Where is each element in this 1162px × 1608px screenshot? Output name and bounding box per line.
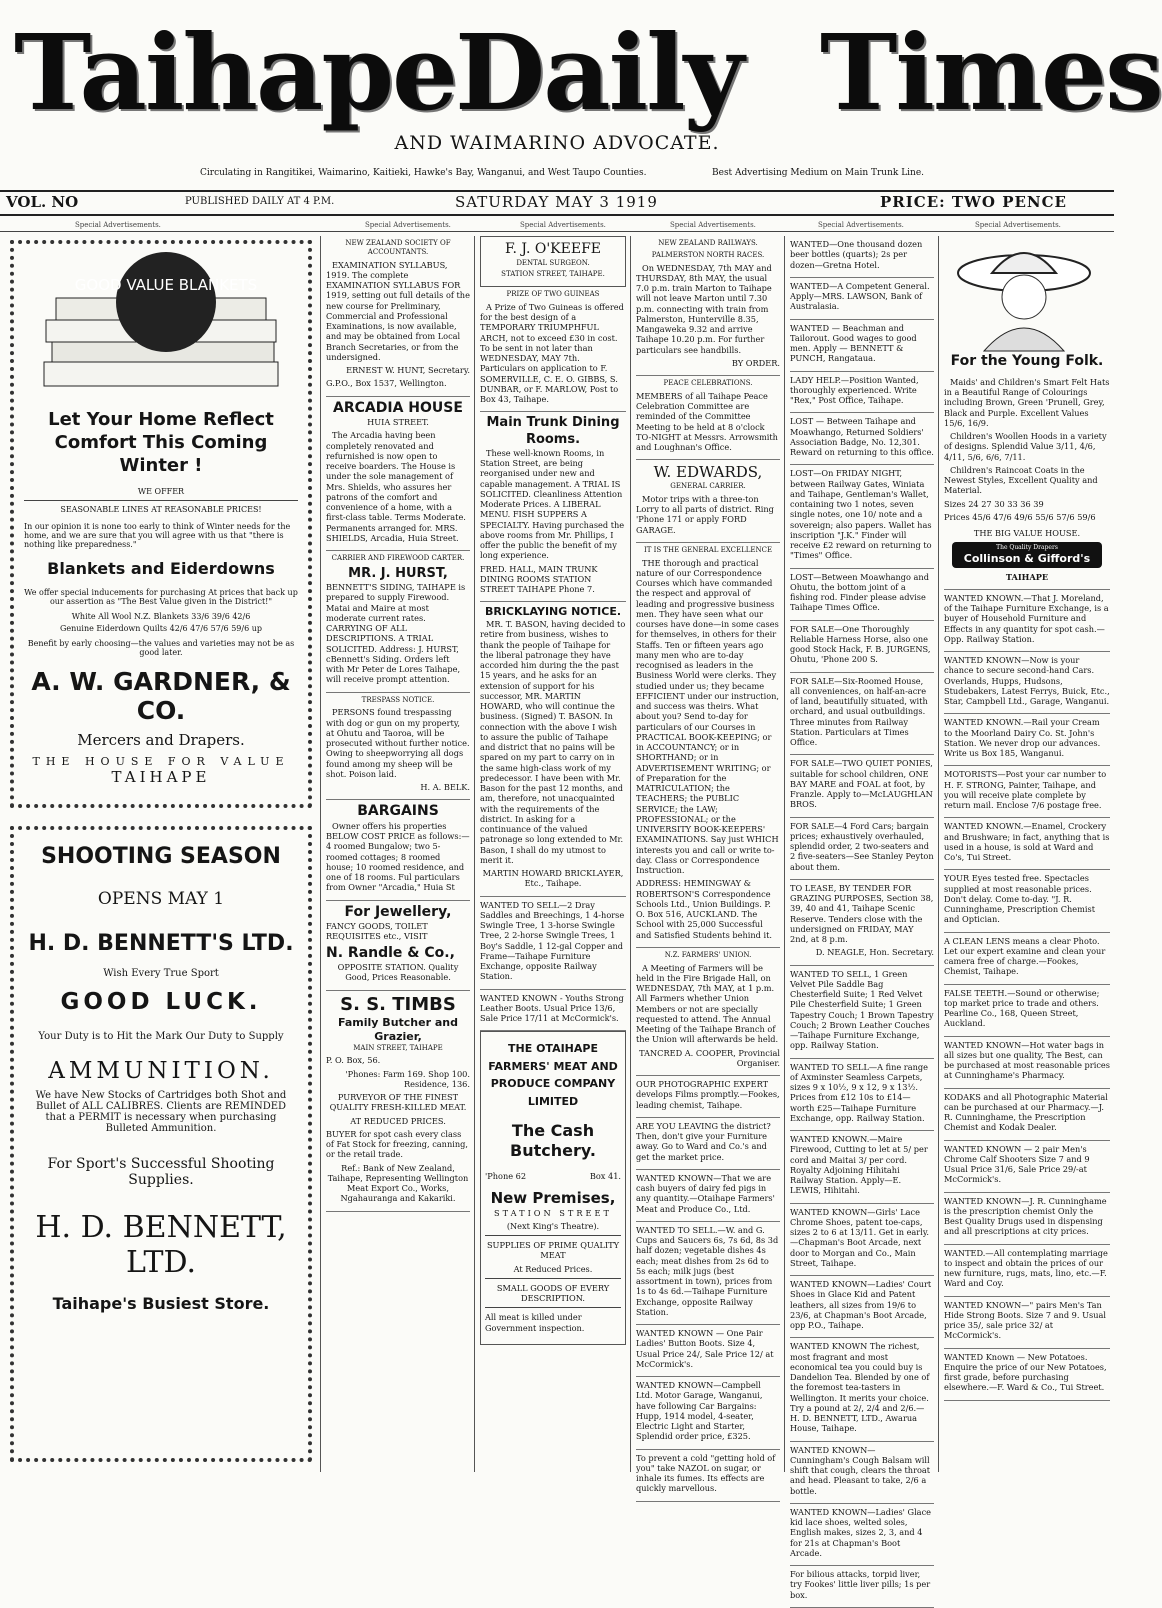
timbs-address: MAIN STREET, TAIHAPE bbox=[353, 1043, 443, 1052]
good-luck: GOOD LUCK. bbox=[60, 989, 262, 1015]
carpets-ad bbox=[790, 1059, 934, 1132]
kodaks-text: KODAKS and all Photographic Material can be purchased at our Pharmacy.—J. R. Cunninghame, the Prescription Chemist and Kodak Dealer. bbox=[944, 1091, 1108, 1133]
motorists-text: MOTORISTS—Post your car number to H. F. STRONG, Painter, Taihape, and you will receive plate complete by return mail. Enclose 7/6 postage free. bbox=[944, 769, 1107, 810]
randle-location: OPPOSITE STATION. Quality Good, Prices Reasonable. bbox=[337, 962, 459, 983]
quality-drapers: The Quality Drapers bbox=[996, 544, 1058, 552]
accountants-signature: ERNEST W. HUNT, Secretary. bbox=[346, 365, 470, 375]
early-choosing: Benefit by early choosing—the values and varieties may not be as good later. bbox=[27, 639, 295, 657]
correspondence-body: THE thorough and practical nature of our Correspondence Courses which have commanded the respect and approval of leading and progressive business men. They have seen what our courses have done—in some cases for themselves, in others for their Staffs. Ten or fifteen years ago many men who are to-day recognised as leaders in the Business World were clerks. They studied under us; they became EFFICIENT under our instruction, and success was theirs. What about you? Send to-day for particulars of our Courses in PRACTICAL BOOK-KEEPING; or in ACCOUNTANCY; or in SHORTHAND; or in ADVERTISEMENT WRITING; or of Preparation for the MATRICULATION; the TEACHERS; the PUBLIC SERVICE; the LAW; PROFESSIONAL; or the UNIVERSITY BOOK-KEEPERS' EXAMINATIONS. Say just WHICH interests you and call or write to-day. Class or Correspondence Instruction. bbox=[636, 557, 780, 875]
carpets-text: WANTED TO SELL—A fine range of Axminster Seamless Carpets, sizes 9 x 10½, 9 x 12, 9 x 13½. Prices from £12 10s to £14—worth £25—Taihape Furniture Exchange, opp. Railway Station. bbox=[790, 1061, 928, 1123]
swingle-trees-ad bbox=[480, 897, 626, 990]
correspondence-address: ADDRESS: HEMINGWAY & ROBERTSON'S Correspondence Schools Ltd., Union Buildings. P. O. Box 516, AUCKLAND. The School with 25,000 Successful and Satisfied Students behind it. bbox=[636, 878, 772, 940]
blankets-illustration bbox=[26, 250, 296, 400]
peace-body: MEMBERS of all Taihape Peace Celebration Committee are reminded of the Committee Meeting to be held at 8 o'clock TO-NIGHT at Messrs. Arrowsmith and Loughnan's Office. bbox=[636, 390, 778, 452]
gardner-blankets-ad bbox=[10, 240, 312, 808]
collinson-gifford-logo bbox=[952, 542, 1102, 567]
bricklaying-signature: MARTIN HOWARD BRICKLAYER, Etc., Taihape. bbox=[482, 868, 624, 889]
lost-badge-text: LOST — Between Taihape and Moawhango, Returned Soldiers' Association Badge, No. 12,301. Reward on returning to this office. bbox=[790, 416, 934, 457]
correspondence-ad bbox=[636, 543, 780, 948]
prescription-ad bbox=[944, 1193, 1110, 1245]
section-rule bbox=[0, 231, 1114, 232]
randle-ad bbox=[326, 901, 470, 991]
bargains-body: Owner offers his properties BELOW COST PRICE as follows:—4 roomed Bungalow; two 5-roomed cottages; 8 roomed house; 10 roomed residence, and one of 18 rooms. Ful particulars from Owner "Arcadia," Huia St bbox=[326, 820, 470, 893]
lady-help-text: LADY HELP.—Position Wanted, thoroughly experienced. Write "Rex," Post Office, Taihape. bbox=[790, 374, 919, 405]
lost-rod-ad bbox=[790, 569, 934, 621]
hot-water-bags-text: WANTED KNOWN—Hot water bags in all sizes but one quality, The Best, can be purchased at most reasonable prices at Cunninghame's Pharmacy. bbox=[944, 1039, 1110, 1081]
cash-butchery-ad bbox=[480, 1031, 626, 1345]
general-wanted-text: WANTED—A Competent General. Apply—MRS. LAWSON, Bank of Australasia. bbox=[790, 280, 930, 312]
volume-label: VOL. NO bbox=[6, 193, 79, 211]
bargains-ad bbox=[326, 800, 470, 900]
dining-rooms-heading: Main Trunk Dining Rooms. bbox=[486, 415, 620, 447]
published-label: PUBLISHED DAILY AT 4 P.M. bbox=[185, 196, 335, 207]
arcadia-body: The Arcadia having been completely renovated and refurnished is now open to receive boarders. The House is under the sole management of Mrs. Shields, who assures her patrons of the comfort and convenience of a home, with a first-class table. Terms Moderate. Permanents arranged for. MRS. SHIELDS, Arcadia, Huia Street. bbox=[326, 430, 466, 543]
chesterfield-ad bbox=[790, 966, 934, 1059]
shooters-text: WANTED KNOWN — 2 pair Men's Chrome Calf Shooters Size 7 and 9 Usual Price 31/6, Sale Price 29/-at McCormick's. bbox=[944, 1143, 1090, 1185]
car-bargains-text: WANTED KNOWN—Campbell Ltd. Motor Garage, Wanganui, have following Car Bargains: Hupp, 1914 model, 4-seater, Electric Light and Starter, Splendid order price, £325. bbox=[636, 1380, 763, 1442]
top-rule bbox=[0, 190, 1114, 192]
info-bar bbox=[0, 193, 1114, 213]
timbs-box: P. O. Box, 56. bbox=[326, 1055, 381, 1066]
prime-meat: SUPPLIES OF PRIME QUALITY MEAT bbox=[486, 1240, 620, 1261]
cash-butchery-heading: The Cash Butchery. bbox=[510, 1120, 596, 1160]
moreland-ad bbox=[944, 590, 1110, 652]
collinson-town: TAIHAPE bbox=[1005, 571, 1049, 582]
timbs-references: Ref.: Bank of New Zealand, Taihape, Representing Wellington Meat Export Co., Works, Ngahauranga and Kakariki. bbox=[327, 1162, 469, 1204]
enamel-text: WANTED KNOWN.—Enamel, Crockery and Brushware; in fact, anything that is used in a house, is sold at Ward and Co's, Tui Street. bbox=[944, 821, 1110, 862]
okeefe-profession: DENTAL SURGEON. bbox=[516, 258, 590, 267]
column-divider bbox=[474, 236, 475, 1472]
button-boots-ad bbox=[636, 1325, 780, 1377]
special-ads-label-2: Special Advertisements. bbox=[365, 221, 451, 229]
issue-date: SATURDAY MAY 3 1919 bbox=[455, 193, 658, 211]
new-premises-heading: New Premises, bbox=[490, 1188, 616, 1207]
okeefe-address: STATION STREET, TAIHAPE. bbox=[501, 270, 605, 279]
arcadia-ad bbox=[326, 397, 470, 552]
dining-rooms-body: These well-known Rooms, in Station Street, are being reorganised under new and capable management. A TRIAL IS SOLICITED. Cleanliness Attention Moderate Prices. A LIBERAL MENU. FISH SUPPERS A SPECIALTY. Having purchased the above rooms from Mr. Phillips, I offer the public the benefit of my long experience. bbox=[480, 447, 625, 561]
column-5 bbox=[790, 236, 934, 1600]
column-2 bbox=[326, 236, 470, 1470]
ponies-ad bbox=[790, 755, 934, 817]
gardner-trade: Mercers and Drapers. bbox=[77, 731, 245, 749]
masthead bbox=[0, 0, 1162, 195]
edwards-ad bbox=[636, 460, 780, 543]
divider bbox=[485, 1235, 621, 1236]
chesterfield-text: WANTED TO SELL, 1 Green Velvet Pile Saddle Bag Chesterfield Suite; 1 Red Velvet Pile Chesterfield Suite; 1 Green Tapestry Couch; 1 Brown Tapestry Couch; 2 Brown Leather Couches—Taihape Furniture Exchange, opp. Railway Station. bbox=[790, 968, 934, 1051]
peace-heading: PEACE CELEBRATIONS. bbox=[663, 379, 753, 387]
blankets-heading: Blankets and Eiderdowns bbox=[47, 559, 275, 578]
info-rule bbox=[0, 214, 1114, 216]
accountants-body: EXAMINATION SYLLABUS, 1919. The complete EXAMINATION SYLLABUS FOR 1919, setting out full details of the new course for Preliminary, Commercial and Professional Examinations, is now available, and may be obtained from Local Branch Secretaries, or from the undersigned. bbox=[326, 259, 470, 362]
girl-hat-illustration bbox=[944, 239, 1104, 351]
column-divider bbox=[784, 236, 785, 1472]
dandelion-tea-text: WANTED KNOWN The richest, most fragrant and most economical tea you could buy is Dandelion Tea. Blended by one of the foremost tea-tasters in Wellington. It merits your choice. Try a pound at 2/, 2/4 and 2/6.—H. D. BENNETT, LTD., Awarua House, Taihape. bbox=[790, 1341, 930, 1434]
young-folk-heading: For the Young Folk. bbox=[950, 353, 1104, 370]
farmers-union-heading: N.Z. FARMERS' UNION. bbox=[664, 950, 752, 959]
bricklaying-heading: BRICKLAYING NOTICE. bbox=[484, 605, 622, 619]
secondhand-cars-ad bbox=[944, 652, 1110, 714]
lost-wallet-ad bbox=[790, 465, 934, 568]
bennett-ltd: H. D. BENNETT, LTD. bbox=[35, 1210, 287, 1280]
swingle-trees-text: WANTED TO SELL—2 Dray Saddles and Breechings, 1 4-horse Swingle Tree, 1 3-horse Swingle Tree, 2 2-horse Swingle Trees, 1 Boy's Saddle, 1 12-gal Copper and Frame—Taihape Furniture Exchange, opposite Railway Station. bbox=[480, 899, 625, 982]
tan-boots-ad bbox=[944, 1297, 1110, 1349]
harness-horse-ad bbox=[790, 621, 934, 673]
girls-shoes-text: WANTED KNOWN—Girls' Lace Chrome Shoes, patent toe-caps, sizes 2 to 6 at 13/11. Get in early.—Chapman's Boot Arcade, next door to Morgan and Co., Main Street, Taihape. bbox=[790, 1206, 929, 1268]
felt-hats-text: Maids' and Children's Smart Felt Hats in a Beautiful Range of Colourings including Brown, Green 'Prunell, Grey, Black and Purple. Excellent Values 15/6, 16/9. bbox=[944, 376, 1110, 428]
gardner-slogan: THE HOUSE FOR VALUE bbox=[32, 755, 290, 768]
trespass-ad bbox=[326, 693, 470, 801]
excellence-heading: IT IS THE GENERAL EXCELLENCE bbox=[643, 545, 773, 554]
trespass-body: PERSONS found trespassing with dog or gun on my property, at Ohutu and Taoroa, will be prosecuted without further notice. Owing to sheepworrying all dogs found among my sheep will be shot. Poison laid. bbox=[326, 707, 470, 779]
butchery-phone bbox=[485, 1171, 621, 1181]
special-ads-label-1: Special Advertisements. bbox=[75, 221, 161, 229]
title-word-times: Times bbox=[820, 11, 1162, 134]
farmers-company-heading: THE OTAIHAPE FARMERS' MEAT AND PRODUCE COMPANY LIMITED bbox=[488, 1042, 618, 1109]
moreland-text: WANTED KNOWN.—That J. Moreland, of the Taihape Furniture Exchange, is a buyer of Household Furniture and Effects in any quantity for spot cash.—Opp. Railway Station. bbox=[944, 592, 1109, 644]
timbs-heading: S. S. TIMBS bbox=[340, 993, 456, 1015]
randle-goods: FANCY GOODS, TOILET REQUISITES etc., VISIT bbox=[326, 921, 428, 942]
nazol-ad bbox=[636, 1450, 780, 1502]
timbs-subheading: Family Butcher and Grazier, bbox=[338, 1016, 458, 1043]
firewood-ad bbox=[790, 1131, 934, 1204]
shooters-ad bbox=[944, 1141, 1110, 1193]
cream-ad bbox=[944, 714, 1110, 766]
crockery-text: WANTED TO SELL.—W. and G. Cups and Saucers 6s, 7s 6d, 8s 3d half dozen; vegetable dishes 4s each; meat dishes from 2s 6d to 5s each; milk jugs (best assortment in town), prices from 1s to 4s 6d.—Taihape Furniture Exchange, opposite Railway Station. bbox=[636, 1224, 779, 1317]
kodaks-ad bbox=[944, 1089, 1110, 1141]
divider bbox=[24, 500, 298, 501]
best-medium-line: Best Advertising Medium on Main Trunk Line. bbox=[712, 168, 925, 178]
cream-text: WANTED KNOWN.—Rail your Cream to the Moorland Dairy Co. St. John's Station. We never drop our advances. Write us Box 185, Wanganui. bbox=[944, 717, 1101, 758]
collinson-gifford: Collinson & Gifford's bbox=[963, 551, 1091, 565]
accountants-ad bbox=[326, 236, 470, 397]
title-word-daily: Daily bbox=[455, 11, 743, 134]
liver-pills-ad bbox=[790, 1566, 934, 1608]
lost-rod-text: LOST—Between Moawhango and Ohutu, the bottom joint of a fishing rod. Finder please advise Taihape Times Office. bbox=[790, 571, 929, 613]
marriage-furniture-ad bbox=[944, 1245, 1110, 1297]
gardner-name: A. W. GARDNER, & CO. bbox=[31, 667, 291, 725]
bennett-shooting-ad bbox=[10, 826, 312, 1462]
raincoat-prices: Prices 45/6 47/6 49/6 55/6 57/6 59/6 bbox=[944, 511, 1096, 522]
house-sale-text: FOR SALE—Six-Roomed House, all conveniences, on half-an-acre of land, beautifully situated, with orchard, and usual outbuildings. Three minutes from Railway Station. Particulars at Times Office. bbox=[790, 675, 928, 747]
column-divider bbox=[630, 236, 631, 1472]
beer-bottles-ad bbox=[790, 236, 934, 278]
false-teeth-ad bbox=[944, 985, 1110, 1037]
edwards-body: Motor trips with a three-ton Lorry to all parts of district. Ring 'Phone 171 or apply FORD GARAGE. bbox=[636, 493, 774, 535]
jewellery-heading: For Jewellery, bbox=[344, 903, 452, 920]
eyes-tested-ad bbox=[944, 870, 1110, 932]
harness-horse-text: FOR SALE—One Thoroughly Reliable Harness Horse, also one good Stock Hack, F. B. JURGENS, Ohutu, 'Phone 200 S. bbox=[790, 623, 931, 665]
house-sale-ad bbox=[790, 673, 934, 756]
hot-water-bags-ad bbox=[944, 1037, 1110, 1089]
special-ads-label-4: Special Advertisements. bbox=[670, 221, 756, 229]
dining-rooms-signature: FRED. HALL, MAIN TRUNK DINING ROOMS STATION STREET TAIHAPE Phone 7. bbox=[480, 563, 598, 594]
small-goods: SMALL GOODS OF EVERY DESCRIPTION. bbox=[496, 1282, 610, 1304]
lace-shoes-ad bbox=[790, 1504, 934, 1566]
dandelion-tea-ad bbox=[790, 1338, 934, 1441]
accountants-heading: NEW ZEALAND SOCIETY OF ACCOUNTANTS. bbox=[345, 239, 451, 256]
ponies-text: FOR SALE—TWO QUIET PONIES, suitable for school children, ONE BAY MARE and FOAL at foot, by Franzle. Apply to—McLAUGHLAN BROS. bbox=[790, 758, 933, 810]
hurst-heading: CARRIER AND FIREWOOD CARTER. bbox=[331, 554, 465, 562]
column-divider bbox=[938, 236, 939, 1472]
edwards-trade: GENERAL CARRIER. bbox=[670, 482, 746, 490]
lease-text: TO LEASE, BY TENDER FOR GRAZING PURPOSES, Section 38, 39, 40 and 41, Taihape Scenic Reserve. Tenders close with the undersigned on FRIDAY, MAY 2nd, at 8 p.m. bbox=[790, 882, 934, 944]
potatoes-text: WANTED Known — New Potatoes. Enquire the price of our New Potatoes, first grade, before purchasing elsewhere.—F. Ward & Co., Tui Street. bbox=[944, 1351, 1107, 1393]
special-ads-label-6: Special Advertisements. bbox=[975, 221, 1061, 229]
hurst-body: BENNETT'S SIDING, TAIHAPE is prepared to supply Firewood. Matai and Maire at most moderate current rates. CARRYING OF ALL DESCRIPTIONS. A TRIAL SOLICITED. Address: J. HURST, cBennett's Siding. Orders left with Mr Peter de Lores Taihape, will receive prompt attention. bbox=[326, 582, 466, 685]
general-wanted-ad bbox=[790, 278, 934, 320]
butchery-phone-number: 'Phone 62 bbox=[485, 1170, 527, 1181]
young-folk-ad bbox=[944, 236, 1110, 590]
column-4 bbox=[636, 236, 780, 1494]
prize-body: A Prize of Two Guineas is offered for the best design of a TEMPORARY TRIUMPHFUL ARCH, not to exceed £30 in cost. To be sent in not later than WEDNESDAY, MAY 7th. Particulars on application to F. SOMERVILLE, C. E. O. GIBBS, S. DUNBAR, or F. MARLOW, Post to Box 43, Taihape. bbox=[480, 301, 624, 404]
firewood-text: WANTED KNOWN.—Maire Firewood, Cutting to let at 5/ per cord and Maitai 3/ per cord. Royalty Adjoining Hihitahi Railway Station. Apply—E. LEWIS, Hihitahi. bbox=[790, 1134, 928, 1196]
railways-ad bbox=[636, 236, 780, 376]
tan-boots-text: WANTED KNOWN—" pairs Men's Tan Hide Strong Boots. Size 7 and 9. Usual price 35/, sale price 32/ at McCormick's. bbox=[944, 1299, 1106, 1341]
cartridges-text: We have New Stocks of Cartridges both Shot and Bullet of ALL CALIBRES. Clients are REMINDED that a PERMIT is necessary when purchasing Bulleted Ammunition. bbox=[35, 1090, 287, 1134]
photo-expert-text: OUR PHOTOGRAPHIC EXPERT develops Films promptly.—Fookes, leading chemist, Taihape. bbox=[636, 1079, 780, 1110]
clean-lens-text: A CLEAN LENS means a clear Photo. Let our expert examine and clean your camera free of charge.—Fookes, Chemist, Taihape. bbox=[944, 935, 1106, 977]
reduced-prices: At Reduced Prices. bbox=[513, 1263, 593, 1274]
cough-balsam-text: WANTED KNOWN—Cunningham's Cough Balsam will shift that cough, clears the throat and head. Pleasant to take, 2/6 a bottle. bbox=[790, 1444, 931, 1496]
shooting-season-heading: SHOOTING SEASON bbox=[41, 844, 281, 869]
bricklaying-body: MR. T. BASON, having decided to retire from business, wishes to thank the people of Taihape for the liberal patronage they have accorded him during the the past 15 years, and he asks for an extension of support for his successor, MR. MARTIN HOWARD, who will continue the business. (Signed) T. BASON. In connection with the above I wish to assure the public of Taihape and district that no pains will be spared on my part to carry on in the same high-class work of my predecessor. I have been with Mr. Bason for the past 12 months, and am, therefore, not unacquainted with the requirements of the district. In asking for a continuance of the valued patronage so long extended to Mr. Bason, I shall do my utmost to merit it. bbox=[480, 619, 626, 865]
railways-body: On WEDNESDAY, 7th MAY and THURSDAY, 8th MAY, the usual 7.0 p.m. train Marton to Taihape will not leave Marton until 7.30 p.m. connecting with train from Palmerston, Hunterville 8.35, Mangaweka 9.32 and arrive Taihape 10.20 p.m. For further particulars see handbills. bbox=[636, 262, 772, 355]
farmers-union-body: A Meeting of Farmers will be held in the Fire Brigade Hall, on WEDNESDAY, 7th MAY, at 1 p.m. All Farmers whether Union Members or not are specially requested to attend. The Annual Meeting of the Taihape Branch of the Union will afterwards be held. bbox=[636, 962, 779, 1045]
timbs-prices: AT REDUCED PRICES. bbox=[350, 1115, 446, 1126]
sport-supplies: For Sport's Successful Shooting Supplies. bbox=[47, 1156, 275, 1188]
false-teeth-text: FALSE TEETH.—Sound or otherwise; top market price to trade and others. Pearline Co., 168, Queen Street, Auckland. bbox=[944, 987, 1100, 1029]
special-ads-label-3: Special Advertisements. bbox=[520, 221, 606, 229]
wish-every-sport: Wish Every True Sport bbox=[103, 968, 219, 979]
arcadia-street: HUIA STREET. bbox=[367, 417, 429, 427]
divider bbox=[485, 1278, 621, 1279]
farmers-union-signature: TANCRED A. COOPER, Provincial Organiser. bbox=[639, 1047, 780, 1068]
subtitle: AND WAIMARINO ADVOCATE. bbox=[394, 132, 720, 154]
gardner-town: TAIHAPE bbox=[111, 768, 211, 786]
beachman-text: WANTED — Beachman and Tailorout. Good wages to good men. Apply — BENNETT & PUNCH, Rangataua. bbox=[790, 322, 917, 364]
lost-wallet-text: LOST—On FRIDAY NIGHT, between Railway Gates, Winiata and Taihape, Gentleman's Wallet, containing two 1 notes, seven single notes, one 10/ note and a sovereign; also papers. Wallet has inscription "J.K." Finder will receive £2 reward on returning to "Times" Office. bbox=[790, 468, 932, 561]
title-word-taihape: Taihape bbox=[14, 11, 457, 134]
beachman-ad bbox=[790, 320, 934, 372]
blanket-prices: White All Wool N.Z. Blankets 33/6 39/6 42/6 bbox=[71, 612, 251, 621]
photo-expert-ad bbox=[636, 1076, 780, 1118]
we-offer: WE OFFER bbox=[137, 487, 185, 496]
hurst-ad bbox=[326, 551, 470, 693]
potatoes-ad bbox=[944, 1349, 1110, 1401]
prize-ad bbox=[480, 287, 626, 412]
beer-bottles-text: WANTED—One thousand dozen beer bottles (quarts); 2s per dozen—Gretna Hotel. bbox=[790, 239, 923, 270]
gardner-headline: Let Your Home Reflect Comfort This Coming Winter ! bbox=[48, 409, 274, 476]
liver-pills-text: For bilious attacks, torpid liver, try Fookes' little liver pills; 1s per box. bbox=[790, 1569, 931, 1600]
big-value-house: THE BIG VALUE HOUSE. bbox=[973, 528, 1081, 538]
leaving-district-text: ARE YOU LEAVING the district? Then, don't give your Furniture away. Go to Ward and Co.'s and get the market price. bbox=[636, 1120, 771, 1162]
lady-help-ad bbox=[790, 372, 934, 414]
butchery-box: Box 41. bbox=[589, 1170, 621, 1181]
timbs-purveyor: PURVEYOR OF THE FINEST QUALITY FRESH-KILLED MEAT. bbox=[329, 1092, 467, 1113]
pigs-text: WANTED KNOWN—That we are cash buyers of dairy fed pigs in any quantity.—Otaihape Farmers' Meat and Produce Co., Ltd. bbox=[636, 1172, 775, 1214]
divider bbox=[485, 1307, 621, 1308]
randle-name: N. Randle & Co., bbox=[326, 944, 455, 961]
pigs-ad bbox=[636, 1170, 780, 1222]
girls-shoes-ad bbox=[790, 1204, 934, 1277]
seasonable-lines: SEASONABLE LINES AT REASONABLE PRICES! bbox=[60, 505, 262, 514]
railways-order: BY ORDER. bbox=[731, 357, 780, 368]
column-divider bbox=[320, 236, 321, 1472]
nazol-text: To prevent a cold "getting hold of you" take NAZOL on sugar, or inhale its fumes. Its effects are quickly marvellous. bbox=[636, 1452, 776, 1494]
timbs-buyer: BUYER for spot cash every class of Fat Stock for freezing, canning, or the retail trade. bbox=[326, 1128, 468, 1160]
hurst-name: MR. J. HURST, bbox=[348, 565, 448, 581]
lease-signature: D. NEAGLE, Hon. Secretary. bbox=[815, 947, 934, 958]
youths-boots-ad bbox=[480, 990, 626, 1032]
crockery-ad bbox=[636, 1222, 780, 1325]
farmers-union-ad bbox=[636, 948, 780, 1076]
motorists-ad bbox=[944, 766, 1110, 818]
opens-may-1: OPENS MAY 1 bbox=[97, 889, 225, 909]
leaving-district-ad bbox=[636, 1118, 780, 1170]
races-heading: PALMERSTON NORTH RACES. bbox=[651, 250, 765, 259]
arcadia-heading: ARCADIA HOUSE bbox=[333, 399, 463, 416]
ford-cars-text: FOR SALE—4 Ford Cars; bargain prices; exhaustively overhauled, splendid order, 2 two-seaters and 2 five-seaters—See Stanley Peyton about them. bbox=[790, 820, 934, 872]
peace-ad bbox=[636, 376, 780, 460]
column-3 bbox=[480, 236, 626, 1470]
bennett-name: H. D. BENNETT'S LTD. bbox=[28, 931, 294, 956]
trespass-signature: H. A. BELK. bbox=[420, 782, 470, 792]
blanket-banner-text: GOOD VALUE BLANKETS bbox=[74, 276, 258, 294]
youths-boots-text: WANTED KNOWN - Youths Strong Leather Boots. Usual Price 13/6, Sale Price 17/11 at McCormick's. bbox=[480, 992, 624, 1023]
secondhand-cars-text: WANTED KNOWN—Now is your chance to secure second-hand Cars. Overlands, Hupps, Hudsons, Studebakers, Latest Ferrys, Buick, Etc., Star, Campbell Ltd., Garage, Wanganui. bbox=[944, 655, 1110, 706]
lease-ad bbox=[790, 880, 934, 966]
marriage-furniture-text: WANTED.—All contemplating marriage to inspect and obtain the prices of our new furniture, rugs, mats, lino, etc.—F. Ward and Coy. bbox=[944, 1247, 1108, 1289]
gardner-inducements: We offer special inducements for purchasing At prices that back up our assertion as "The Best Value given in the District!" bbox=[24, 588, 298, 606]
court-shoes-text: WANTED KNOWN—Ladies' Court Shoes in Glace Kid and Patent leathers, all sizes from 19/6 to 23/6, at Chapman's Boot Arcade, opp P.O., Taihape. bbox=[790, 1279, 932, 1330]
okeefe-ad bbox=[480, 236, 626, 287]
lost-badge-ad bbox=[790, 413, 934, 465]
duty-line: Your Duty is to Hit the Mark Our Duty to Supply bbox=[38, 1031, 284, 1042]
bargains-heading: BARGAINS bbox=[357, 803, 439, 820]
trespass-heading: TRESPASS NOTICE. bbox=[361, 695, 435, 704]
railways-heading: NEW ZEALAND RAILWAYS. bbox=[658, 239, 758, 247]
court-shoes-ad bbox=[790, 1276, 934, 1338]
eiderdown-prices: Genuine Eiderdown Quilts 42/6 47/6 57/6 59/6 up bbox=[60, 624, 262, 633]
cough-balsam-ad bbox=[790, 1442, 934, 1504]
column-6 bbox=[944, 236, 1110, 1470]
prize-heading: PRIZE OF TWO GUINEAS bbox=[506, 290, 600, 298]
station-street: STATION STREET bbox=[494, 1207, 612, 1218]
accountants-address: G.P.O., Box 1537, Wellington. bbox=[326, 378, 447, 389]
button-boots-text: WANTED KNOWN — One Pair Ladies' Button Boots. Size 4, Usual Price 24/, Sale Price 12/ at McCormick's. bbox=[636, 1328, 774, 1369]
gardner-intro: In our opinion it is none too early to think of Winter needs for the home, and we are sure that you will agree with us that "there is nothing like preparedness." bbox=[24, 522, 291, 549]
price-label: PRICE: TWO PENCE bbox=[880, 193, 1067, 211]
raincoat-sizes: Sizes 24 27 30 33 36 39 bbox=[944, 498, 1044, 509]
ammunition-heading: AMMUNITION. bbox=[48, 1058, 274, 1084]
edwards-name: W. EDWARDS, bbox=[653, 463, 763, 482]
eyes-tested-text: YOUR Eyes tested free. Spectacles supplied at most reasonable prices. Don't delay. Come to-day. "J. R. Cunninghame, Prescription Chemist and Optician. bbox=[944, 873, 1095, 925]
next-kings-theatre: (Next King's Theatre). bbox=[506, 1220, 600, 1231]
timbs-phones: 'Phones: Farm 169. Shop 100. Residence, 136. bbox=[345, 1068, 470, 1089]
busiest-store: Taihape's Busiest Store. bbox=[52, 1294, 270, 1313]
special-ads-label-5: Special Advertisements. bbox=[818, 221, 904, 229]
circulation-line: Circulating in Rangitikei, Waimarino, Kaitieki, Hawke's Bay, Wanganui, and West Taupo Counties. bbox=[200, 168, 647, 178]
car-bargains-ad bbox=[636, 1377, 780, 1450]
prescription-text: WANTED KNOWN—J. R. Cunninghame is the prescription chemist Only the Best Quality Drugs used in dispensing and all prescriptions at city prices. bbox=[944, 1195, 1107, 1237]
woollen-hoods-text: Children's Woollen Hoods in a variety of designs. Splendid Value 3/11, 4/6, 4/11, 5/6, 6/6, 7/11. bbox=[944, 431, 1107, 462]
dining-rooms-ad bbox=[480, 412, 626, 602]
government-inspection: All meat is killed under Government inspection. bbox=[485, 1312, 585, 1333]
enamel-ad bbox=[944, 818, 1110, 870]
ford-cars-ad bbox=[790, 818, 934, 880]
raincoats-text: Children's Raincoat Coats in the Newest Styles, Excellent Quality and Material. bbox=[944, 464, 1098, 496]
okeefe-name: F. J. O'KEEFE bbox=[504, 241, 602, 257]
timbs-ad bbox=[326, 991, 470, 1212]
clean-lens-ad bbox=[944, 933, 1110, 985]
bricklaying-ad bbox=[480, 602, 626, 896]
lace-shoes-text: WANTED KNOWN—Ladies' Glace kid lace shoes, welted soles, English makes, sizes 2, 3, and 4 for 21s at Chapman's Boot Arcade. bbox=[790, 1506, 931, 1558]
